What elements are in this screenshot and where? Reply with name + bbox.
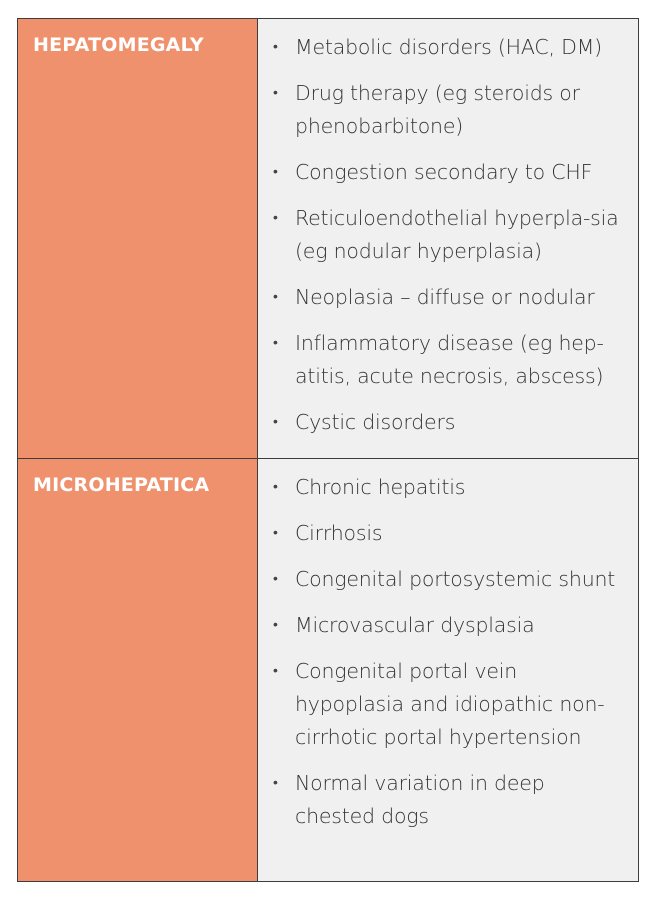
list-item-text: Cirrhosis (295, 521, 383, 545)
list-item (272, 202, 628, 268)
list-item-text: Microvascular dysplasia (295, 613, 535, 637)
row-label-hepatomegaly: HEPATOMEGALY (33, 34, 204, 56)
list-item (272, 77, 628, 143)
list-item (272, 609, 628, 642)
list-item-text: Normal variation in deep chested dogs (295, 771, 545, 828)
cause-list-microhepatica (272, 471, 628, 833)
list-item (272, 655, 628, 754)
list-item (272, 406, 628, 439)
list-item-text: Neoplasia – diffuse or nodular (295, 285, 595, 309)
list-item-text: Drug therapy (eg steroids or phenobarbitone) (295, 81, 580, 138)
bullet-icon: • (273, 663, 278, 679)
list-item (272, 281, 628, 314)
row-label-microhepatica: MICROHEPATICA (33, 474, 210, 496)
bullet-icon: • (273, 617, 278, 633)
cause-list-hepatomegaly (272, 31, 628, 439)
list-item (272, 517, 628, 550)
list-item-text: Cystic disorders (295, 410, 456, 434)
row-list-cell-hepatomegaly (258, 19, 638, 458)
list-item (272, 471, 628, 504)
bullet-icon: • (273, 164, 278, 180)
bullet-icon: • (273, 525, 278, 541)
list-item (272, 767, 628, 833)
list-item (272, 156, 628, 189)
bullet-icon: • (273, 39, 278, 55)
liver-size-table (17, 18, 639, 882)
bullet-icon: • (273, 571, 278, 587)
bullet-icon: • (273, 85, 278, 101)
bullet-icon: • (273, 479, 278, 495)
list-item-text: Congenital portosystemic shunt (295, 567, 616, 591)
bullet-icon: • (273, 210, 278, 226)
bullet-icon: • (273, 775, 278, 791)
bullet-icon: • (273, 289, 278, 305)
list-item-text: Reticuloendothelial hyperpla-sia (eg nodular hyperplasia) (295, 206, 619, 263)
row-list-cell-microhepatica (258, 458, 638, 881)
bullet-icon: • (273, 335, 278, 351)
list-item-text: Metabolic disorders (HAC, DM) (295, 35, 602, 59)
row-label-cell-hepatomegaly (18, 19, 258, 458)
bullet-icon: • (273, 414, 278, 430)
list-item-text: Congestion secondary to CHF (295, 160, 593, 184)
list-item-text: Chronic hepatitis (295, 475, 466, 499)
list-item (272, 327, 628, 393)
row-label-cell-microhepatica (18, 458, 258, 881)
list-item (272, 563, 628, 596)
list-item (272, 31, 628, 64)
list-item-text: Congenital portal vein hypoplasia and idiopathic non-cirrhotic portal hypertension (295, 659, 605, 749)
list-item-text: Inflammatory disease (eg hep-atitis, acute necrosis, abscess) (295, 331, 604, 388)
